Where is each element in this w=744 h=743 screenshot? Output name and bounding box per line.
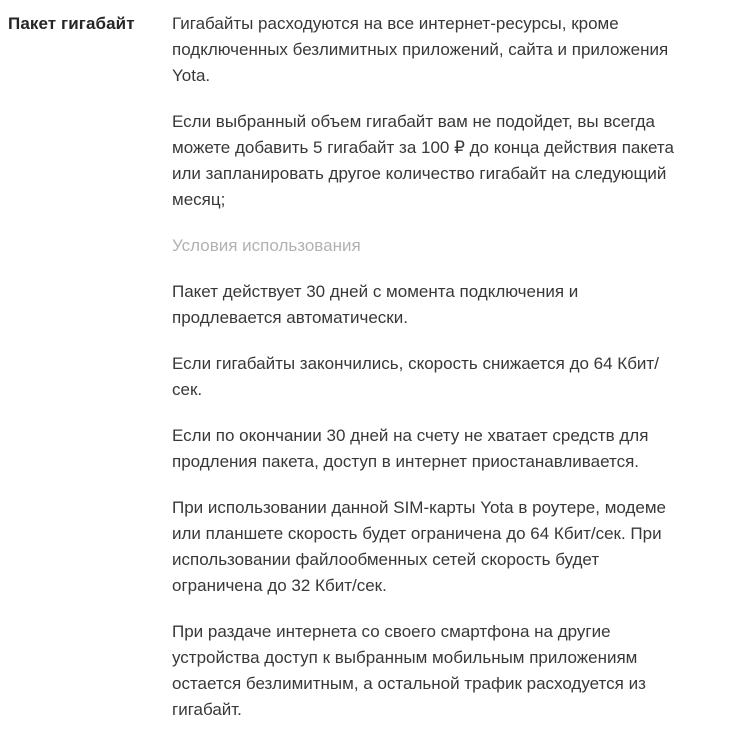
term-paragraph: Если гигабайты закончились, скорость снижается до 64 Кбит/сек.: [172, 354, 659, 399]
term-paragraph: При использовании данной SIM-карты Yota в роутере, модеме или планшете скорость будет ограничена до 64 Кбит/сек. При использовании файлообменных сетей скорость будет ограничена до 32 Кбит/сек.: [172, 498, 666, 595]
description-paragraph: Если выбранный объем гигабайт вам не подойдет, вы всегда можете добавить 5 гигабайт за 100 ₽ до конца действия пакета или запланировать другое количество гигабайт на следующий месяц;: [172, 112, 674, 209]
row-title-column: [0, 11, 172, 37]
row-content-column: [172, 11, 684, 743]
term-paragraph: Если по окончании 30 дней на счету не хватает средств для продления пакета, доступ в интернет приостанавливается.: [172, 426, 649, 471]
description-paragraph: Гигабайты расходуются на все интернет-ресурсы, кроме подключенных безлимитных приложений, сайта и приложения Yota.: [172, 14, 669, 85]
term-paragraph: Пакет действует 30 дней с момента подключения и продлевается автоматически.: [172, 282, 579, 327]
terms-of-use-heading: Условия использования: [172, 236, 361, 255]
term-paragraph: При раздаче интернета со своего смартфона на другие устройства доступ к выбранным мобильным приложениям остается безлимитным, а остальной трафик расходуется из гигабайт.: [172, 622, 646, 719]
section-title: Пакет гигабайт: [8, 14, 135, 33]
